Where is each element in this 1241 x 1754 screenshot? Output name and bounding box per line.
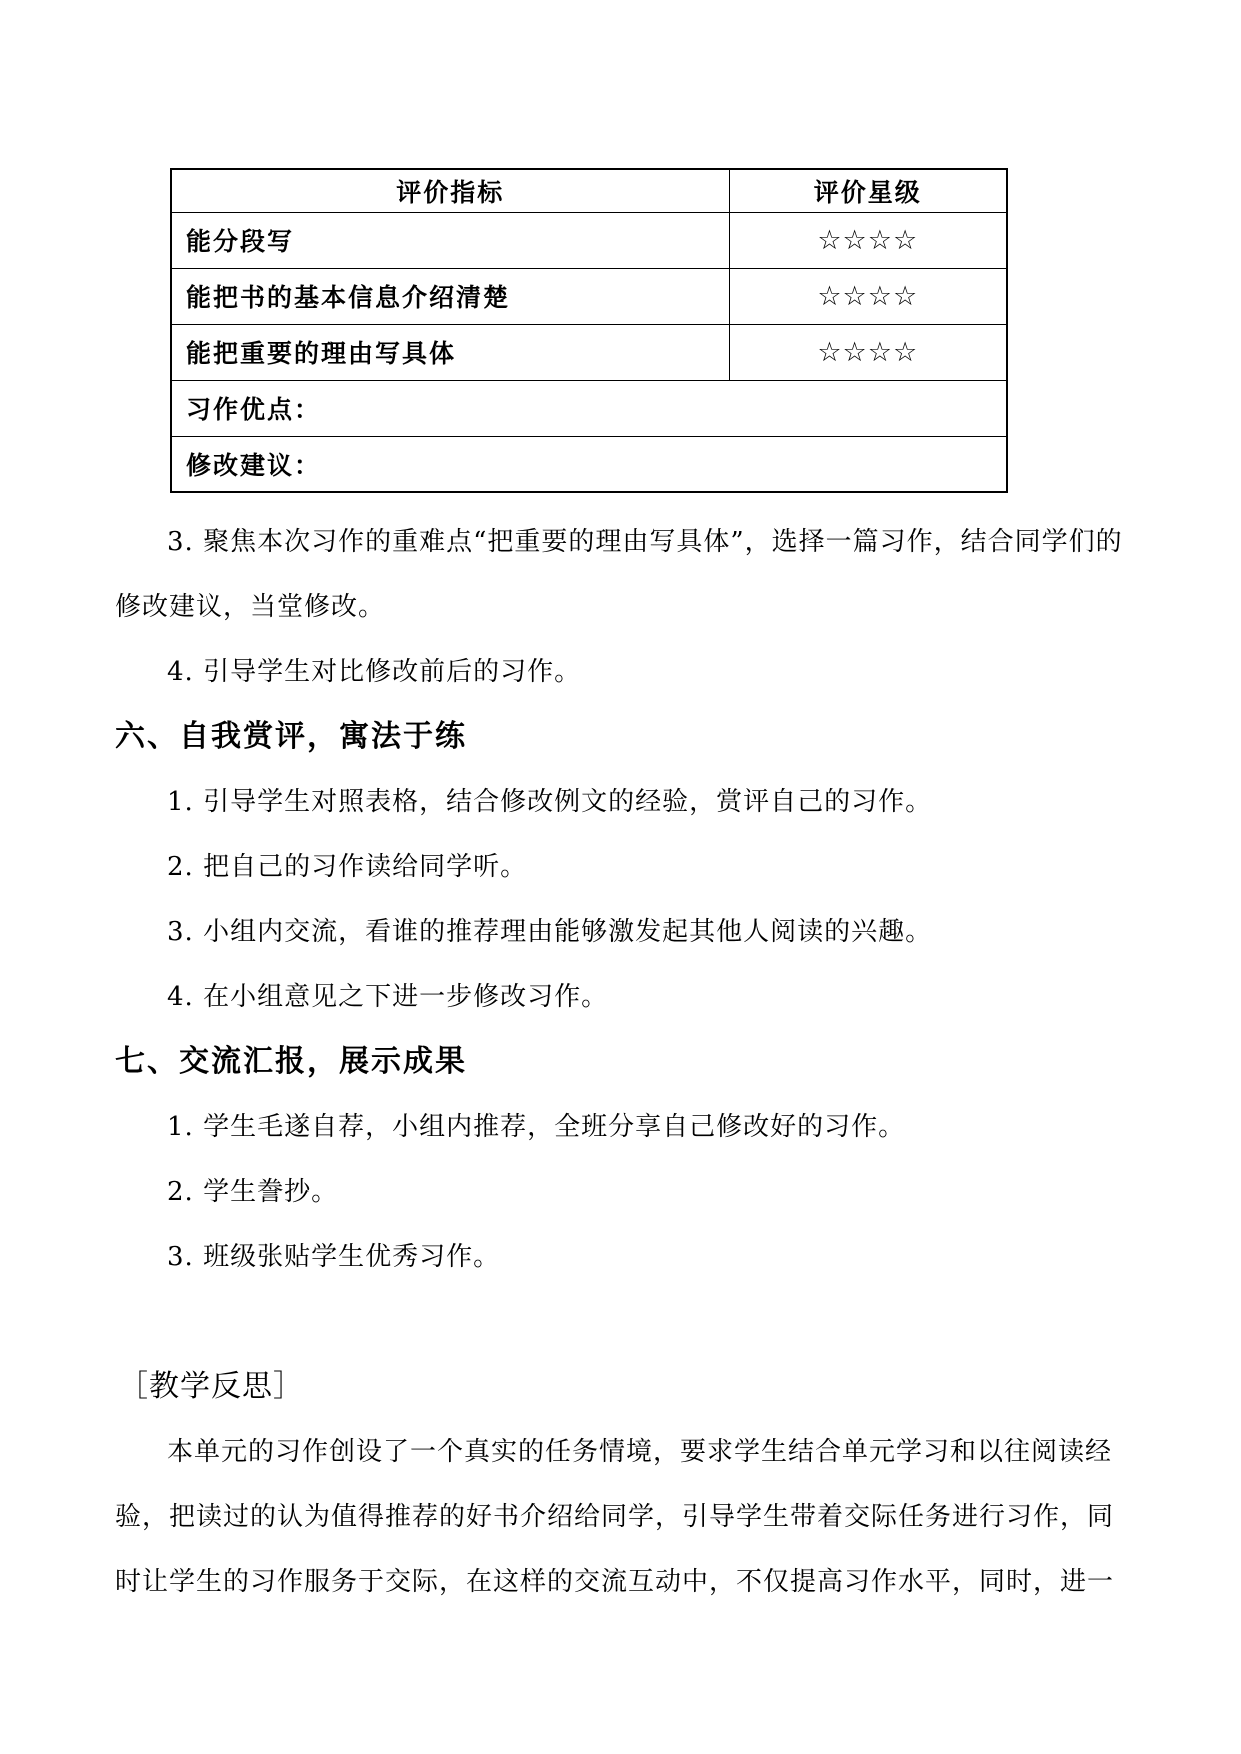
section-6-item: 1. 引导学生对照表格，结合修改例文的经验，赏评自己的习作。 [167,787,933,817]
suggestions-label: 修改建议： [171,436,1007,492]
table-row [171,324,1007,380]
table-row [171,268,1007,324]
reflection-line: 验，把读过的认为值得推荐的好书介绍给同学，引导学生带着交际任务进行习作，同 [115,1502,1115,1532]
merits-row [171,380,1007,436]
section-6-item: 4. 在小组意见之下进一步修改习作。 [167,982,609,1012]
table-header-row [171,169,1007,212]
section-6-item: 3. 小组内交流，看谁的推荐理由能够激发起其他人阅读的兴趣。 [167,917,933,947]
merits-label: 习作优点： [171,380,1007,436]
section-6-heading: 六、自我赏评，寓法于练 [115,719,467,754]
star-rating: ☆☆☆☆ [729,268,1007,324]
evaluation-table [170,168,1008,493]
section-7-item: 1. 学生毛遂自荐，小组内推荐，全班分享自己修改好的习作。 [167,1112,906,1142]
criterion-cell: 能把书的基本信息介绍清楚 [171,268,729,324]
header-rating: 评价星级 [729,169,1007,212]
paragraph-step-4: 4. 引导学生对比修改前后的习作。 [167,657,582,687]
paragraph-step-3-cont: 修改建议，当堂修改。 [115,592,386,622]
star-rating: ☆☆☆☆ [729,324,1007,380]
reflection-line: 时让学生的习作服务于交际，在这样的交流互动中，不仅提高习作水平，同时，进一 [115,1567,1115,1597]
reflection-line: 本单元的习作创设了一个真实的任务情境，要求学生结合单元学习和以往阅读经 [167,1437,1113,1467]
section-7-item: 2. 学生誊抄。 [167,1177,339,1207]
paragraph-step-3: 3. 聚焦本次习作的重难点“把重要的理由写具体”，选择一篇习作，结合同学们的 [167,527,1123,557]
section-6-item: 2. 把自己的习作读给同学听。 [167,852,528,882]
star-rating: ☆☆☆☆ [729,212,1007,268]
section-7-heading: 七、交流汇报，展示成果 [115,1044,467,1079]
reflection-title: ［教学反思］ [118,1369,304,1404]
suggestions-row [171,436,1007,492]
criterion-cell: 能分段写 [171,212,729,268]
criterion-cell: 能把重要的理由写具体 [171,324,729,380]
section-7-item: 3. 班级张贴学生优秀习作。 [167,1242,501,1272]
table-row [171,212,1007,268]
header-criteria: 评价指标 [171,169,729,212]
